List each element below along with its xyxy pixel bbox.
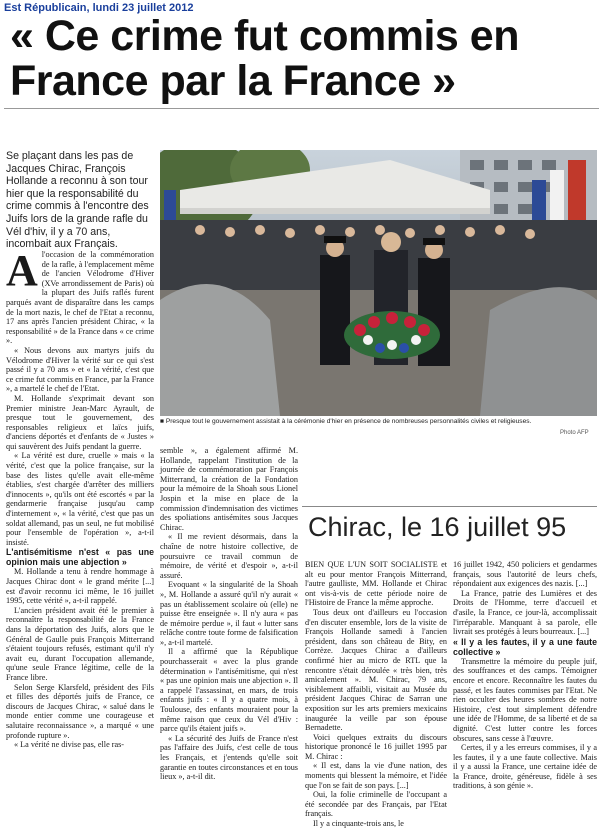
paragraph: M. Hollande s'exprimait devant son Premier ministre Jean-Marc Ayrault, de presque tout le gouvernement, des responsables religieux et laïcs juifs, d'anciens déportés et d'enfants de « Justes » qui sauvèrent des Juifs pendant la guerre. — [6, 393, 154, 451]
paragraph: semble », a également affirmé M. Hollande, rappelant l'institution de la journée de commémoration par François Mitterrand, la création de la Fondation pour la mémoire de la Shoah sous Lionel Jospin et la mise en place de la commission d'indemnisation des victimes des spoliations antisémites sous Jacques Chirac. — [160, 446, 298, 532]
paragraph: « Il est, dans la vie d'une nation, des moments qui blessent la mémoire, et l'idée que l'on se fait de son pays. [...] — [305, 761, 447, 790]
paragraph: « La vérité ne divise pas, elle ras- — [14, 740, 125, 750]
paragraph: Tous deux ont d'ailleurs eu l'occasion d'en discuter ensemble, lors de la visite de François Hollande samedi à l'ancien président, dans son château de Bity, en Corrèze. Jacques Chirac a d'ailleurs confirmé hier au micro de RTL que la rencontre s'était déroulée « très bien, très amicalement ». M. Chirac, 79 ans, visiblement affaibli, visitait au Musée du président Jacques Chirac de Sarran une exposition sur les arts premiers mexicains inaugurée la veille par son épouse Bernadette. — [305, 607, 447, 733]
paragraph: Voici quelques extraits du discours historique prononcé le 16 juillet 1995 par M. Chirac : — [305, 732, 447, 761]
paragraph: « Il me revient désormais, dans la chaîne de notre histoire collective, de poursuivre ce travail commun de mémoire, de vérité et d'espoir », a-t-il assuré. — [160, 532, 298, 580]
paragraph: La France, patrie des Lumières et des Droits de l'Homme, terre d'accueil et d'asile, la France, ce jour-là, accomplissait l'irréparable. Manquant à sa parole, elle livrait ses protégés à leurs bourreaux. [...] — [453, 588, 597, 637]
paragraph: Transmettre la mémoire du peuple juif, des souffrances et des camps. Témoigner encore et encore. Reconnaître les fautes du passé, et les fautes commises par l'Etat. Ne rien occulter des heures sombres de notre Histoire, c'est tout simplement défendre une idée de l'Homme, de sa liberté et de sa dignité. C'est lutter contre les forces obscures, sans cesse à l'œuvre. — [453, 656, 597, 743]
paragraph: Oui, la folie criminelle de l'occupant a été secondée par des Français, par l'Etat français. — [305, 790, 447, 819]
paragraph: BIEN QUE L'UN SOIT SOCIALISTE et alt eu pour mentor François Mitterrand, l'autre gaulliste, MM. Hollande et Chirac ont vis-à-vis de cette période noire de l'Histoire de France la même approche. — [305, 560, 447, 608]
paragraph: Certes, il y a les erreurs commises, il y a les fautes, il y a une faute collective. Mais il y a aussi la France, une certaine idée de la France, droite, généreuse, fidèle à ses traditions, à son génie ». — [453, 743, 597, 791]
headline: « Ce crime fut commis en France par la France » — [10, 12, 519, 105]
paragraph: 16 juillet 1942, 450 policiers et gendarmes français, sous l'autorité de leurs chefs, répondaient aux exigences des nazis. [...] — [453, 560, 597, 589]
subheading: L'antisémitisme n'est « pas une opinion mais une abjection » — [6, 547, 154, 568]
drop-cap: A — [6, 246, 38, 295]
paragraph: « La vérité est dure, cruelle » mais « la vérité, c'est que la police française, sur la base des listes qu'elle avait elle-même établies, s'est chargée d'arrêter des milliers d'innocents », qu'ils ont été escortés « par la gendarmerie française jusqu'au camp d'internement », « la vérité, c'est que pas un soldat allemand, pas un seul, ne fut mobilisé pour l'ensemble de l'opération », a-t-il insisté. — [6, 451, 154, 547]
ceremony-photo — [160, 150, 597, 416]
intro-lede: Se plaçant dans les pas de Jacques Chirac, François Hollande a reconnu à son tour hier que la responsabilité du crime commis à l'encontre des Juifs lors de la grande rafle du Vél d'hiv, il y a 70 ans, incombait aux Français. — [6, 150, 149, 251]
paragraph: « Nous devons aux martyrs juifs du Vélodrome d'Hiver la vérité sur ce qui s'est passé il y a 70 ans » et « la vérité, c'est que ce crime fut commis en France, par la France », a martelé le chef de l'Etat. — [6, 345, 154, 394]
divider — [4, 108, 599, 109]
publication-date: Est Républicain, lundi 23 juillet 2012 — [4, 2, 194, 14]
paragraph: M. Hollande a tenu à rendre hommage à Jacques Chirac dont « le grand mérite [...] est d'avoir reconnu ici même, le 16 juillet 1995, cette vérité », a-t-il rappelé. — [6, 567, 154, 606]
photo-credit: Photo AFP — [560, 430, 589, 436]
photo-caption: ■ Presque tout le gouvernement assistait à la cérémonie d'hier en présence de nombreuses personnalités civiles et religieuses. — [160, 418, 532, 425]
ceremony-photo-illustration — [160, 150, 597, 416]
paragraph: Il a affirmé que la République pourchasserait « avec la plus grande détermination » l'antisémitisme, qui n'est « pas une opinion mais une abjection ». Il a rappelé l'assassinat, en mars, de trois enfants juifs : « Il y a quatre mois, à Toulouse, des enfants mouraient pour la même raison que ceux du Vél d'Hiv : parce qu'ils étaient juifs ». — [160, 647, 298, 734]
sidebar-column-1 — [305, 560, 447, 829]
sidebar-column-2 — [453, 560, 597, 791]
paragraph: L'ancien président avait été le premier à reconnaître la responsabilité de la France dans la déportation des Juifs, alors que le Général de Gaulle puis François Mitterrand s'étaient toujours refusés, estimant qu'il n'y avait eu, durant l'occupation allemande, qu'une seule France légitime, celle de la France libre. — [6, 605, 154, 682]
subheading: « Il y a les fautes, il y a une faute collective » — [453, 636, 597, 657]
paragraph: Selon Serge Klarsfeld, président des Fils et filles des déportés juifs de France, ce discours de Jacques Chirac, « salué dans le monde entier comme une courageuse et salutaire reconnaissance », a marqué « une profonde rupture ». — [6, 682, 154, 740]
sidebar-title: Chirac, le 16 juillet 95 — [308, 512, 567, 542]
paragraph: l'occasion de la commémoration de la rafle, à l'emplacement même de l'ancien Vélodrome d'Hiver (XVe arrondissement de Paris) où la plupart des Juifs raflés furent parqués avant de disparaître dans les camps de la mort nazis, le chef de l'Etat a reconnu, 17 ans après l'ancien président Chirac, « la responsabilité » de la France dans « ce crime ». — [6, 250, 154, 346]
paragraph: Il y a cinquante-trois ans, le — [313, 819, 404, 829]
article-column-1 — [6, 246, 154, 750]
paragraph: « La sécurité des Juifs de France n'est pas l'affaire des Juifs, c'est celle de tous les Français, et j'entends qu'elle soit garantie en toutes circonstances et en tous lieux », a-t-il dit. — [160, 733, 298, 782]
article-column-2 — [160, 446, 298, 782]
paragraph: Evoquant « la singularité de la Shoah », M. Hollande a assuré qu'il n'y aurait « pas un établissement scolaire où (elle) ne puisse être enseignée ». Il n'y aura « pas de mémoire perdue », il faut « lutter sans relâche contre toute forme de falsification », a-t-il martelé. — [160, 580, 298, 647]
sidebar-rule — [302, 506, 597, 507]
